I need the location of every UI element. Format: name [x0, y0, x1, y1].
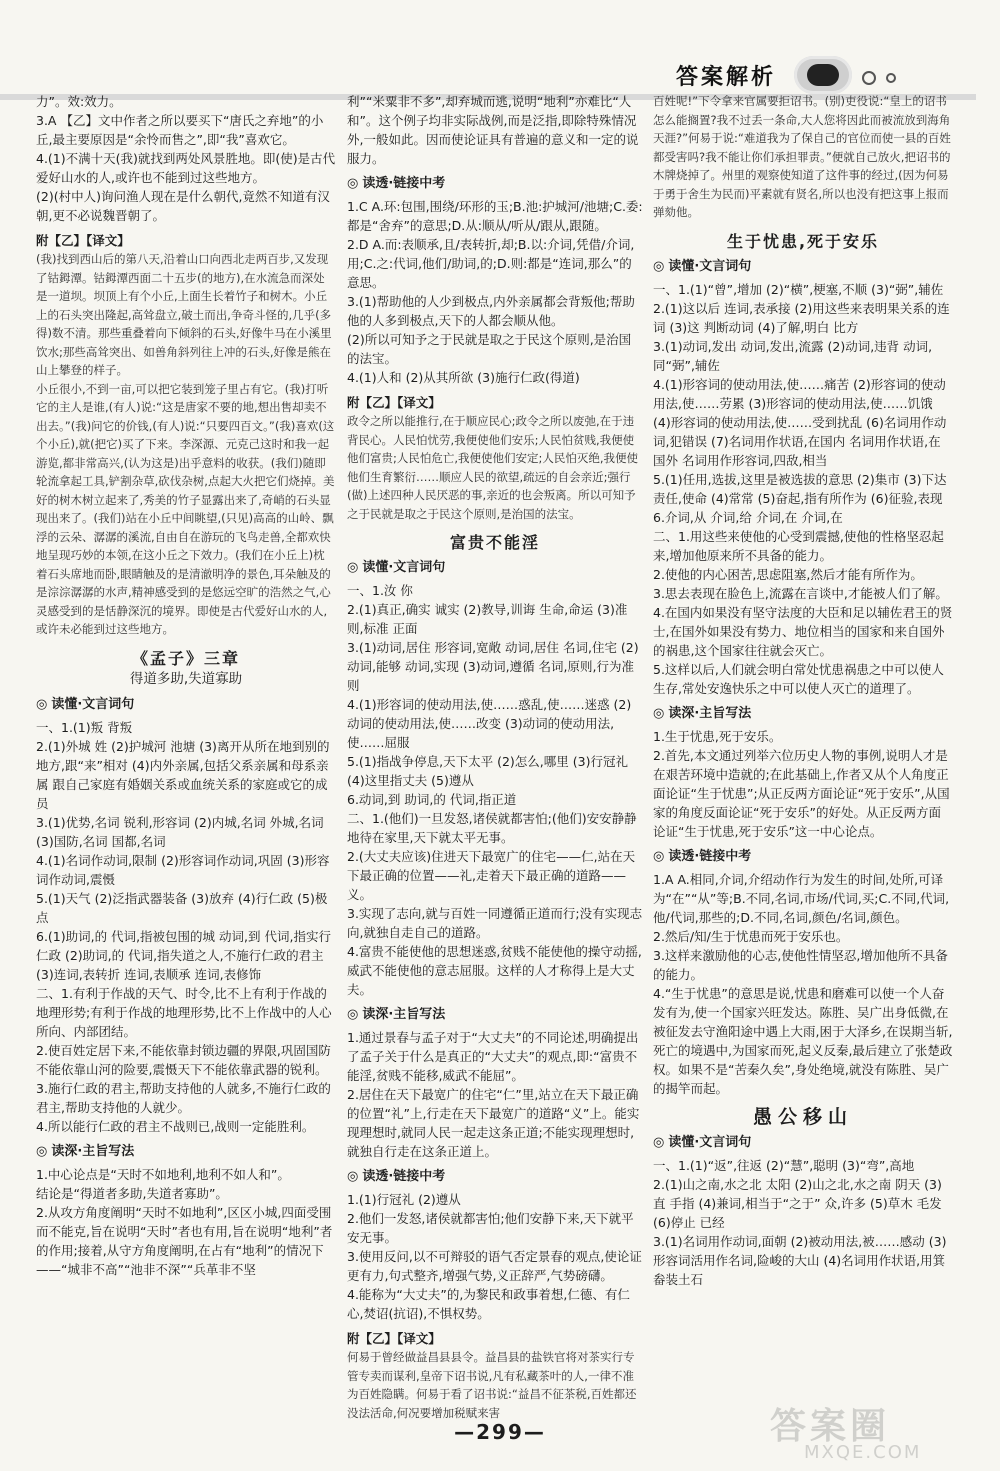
answer-line: 3.使用反问,以不可辩驳的语气否定景春的观点,使论证更有力,句式整齐,增强气势,义正辞严,气势磅礴。 — [347, 1249, 642, 1283]
answer-line: 4.(1)形容词的使动用法,使……痛苦 (2)形容词的使动用法,使……劳累 (3)形容词的使动用法,使……饥饿 (4)形容词的使动用法,使……受到扰乱 (6)名词用作动词,犯错误 (7)名词用作状语,在国内 名词用作状语,在国外 名词用作形容词,四敌,相当 — [653, 376, 947, 468]
answer-line: 2.(大丈夫应该)住进天下最宽广的住宅——仁,站在天下最正确的位置——礼,走着天下最正确的道路——义。 — [347, 849, 636, 902]
section-heading: ◎ 读懂·文言词句 — [653, 1134, 752, 1150]
answer-line: 6.动词,到 助词,的 代词,指正道 — [347, 792, 517, 807]
answer-line: 1.生于忧患,死于安乐。 — [653, 728, 782, 744]
answer-line: 4.(1)人和 (2)从其所欲 (3)施行仁政(得道) — [347, 370, 580, 385]
answer-line: 2.(1)山之南,水之北 太阳 (2)山之北,水之南 阴天 (3)直 手指 (4)兼词,相当于“之于” 众,许多 (5)草木 毛发 (6)停止 已经 — [653, 1176, 942, 1230]
section-heading: ◎ 读深·主旨写法 — [653, 705, 752, 721]
answer-line: 2.从攻方角度阐明“天时不如地利”,区区小城,四面受围而不能克,旨在说明“天时”者也有用,旨在说明“地利”者的作用;接着,从守方角度阐明,在占有“地利”的情况下——“城非不高”“池非不深”“兵革非不坚 — [36, 1204, 333, 1277]
answer-line: 5.这样以后,人们就会明白常处忧患祸患之中可以使人生存,常处安逸快乐之中可以使人灭亡的道理了。 — [653, 661, 944, 696]
answer-line: 4.富贵不能使他的思想迷惑,贫贱不能使他的操守动摇,威武不能使他的意志屈服。这样的人才称得上是大丈夫。 — [347, 944, 642, 997]
answer-line: 2.首先,本文通过列举六位历史人物的事例,说明人才是在艰苦环境中造就的;在此基础上,作者又从个人角度正面论证“生于忧患”;从正反两方面论证“死于安乐”,从国家的角度反面论证“死于安乐”的好处。从正反两方面论证“生于忧患,死于安乐”这一中心论点。 — [653, 747, 950, 839]
answer-line: 5.(1)指战争停息,天下太平 (2)怎么,哪里 (3)行冠礼 (4)这里指丈夫 (5)遵从 — [347, 754, 628, 788]
section-heading: ◎ 读懂·文言词句 — [36, 696, 135, 712]
answer-line: 3.(1)名词用作动词,面朝 (2)被动用法,被……感动 (3)形容词活用作名词,险峻的大山 (4)名词用作状语,用箕畚装土石 — [653, 1233, 947, 1287]
article-title: 富贵不能淫 — [449, 533, 540, 552]
answer-line: 1.A A.相同,介词,介绍动作行为发生的时间,处所,可译为“在”“从”等;B.不同,名词,市场/代词,买;C.不同,代词,他/代词,那些的;D.不同,名词,颜色/名词,颜色。 — [653, 871, 950, 925]
section-heading: ◎ 读透·链接中考 — [347, 176, 446, 191]
answer-line: 力”。效:效力。 — [36, 94, 122, 109]
answer-line: 3.(1)动词,发出 动词,发出,流露 (2)动词,违背 动词,同“弼”,辅佐 — [653, 338, 933, 373]
answer-line: 5.(1)任用,选拔,这里是被选拔的意思 (2)集市 (3)下达 责任,使命 (4)常常 (5)奋起,指有所作为 (6)征验,表现 — [653, 471, 947, 506]
article-title: 生于忧患,死于安乐 — [726, 231, 880, 251]
answer-line: 3.(1)帮助他的人少到极点,内外亲属都会背叛他;帮助他的人多到极点,天下的人都会顺从他。 — [347, 294, 635, 328]
answer-line: 一、1.(1)“返”,往返 (2)“慧”,聪明 (3)“弯”,高地 — [653, 1157, 915, 1173]
target-icon: ◎ — [347, 560, 359, 575]
translation-label: 附【乙】【译文】 — [36, 233, 130, 248]
answer-line: 1.中心论点是“天时不如地利,地利不如人和”。 — [36, 1166, 290, 1182]
answer-line: 2.使百姓定居下来,不能依靠封锁边疆的界限,巩固国防不能依靠山河的险要,震慑天下不能依靠武器的锐利。 — [36, 1042, 331, 1077]
column-3 — [653, 92, 953, 1289]
section-heading: ◎ 读深·主旨写法 — [36, 1143, 135, 1159]
page-number: —299— — [454, 1420, 546, 1444]
answer-line: 1.C A.环:包围,围绕/环形的玉;B.池:护城河/池塘;C.委:都是“舍弃”的意思;D.从:顺从/听从/跟从,跟随。 — [347, 199, 643, 233]
answer-line: 3.思去表现在脸色上,流露在言谈中,才能被人们了解。 — [653, 585, 948, 601]
answer-line: 3.这样来激励他的心志,使他性情坚忍,增加他所不具备的能力。 — [653, 947, 948, 982]
answer-line: 2.(1)这以后 连词,表承接 (2)用这些来表明果关系的连词 (3)这 判断动词 (4)了解,明白 比方 — [653, 300, 950, 335]
answer-line: 3.实现了志向,就与百姓一同遵循正道而行;没有实现志向,就独自走自己的道路。 — [347, 906, 643, 940]
answer-line: 3.(1)优势,名词 锐利,形容词 (2)内城,名词 外城,名词 (3)国防,名词 国都,名词 — [36, 814, 324, 849]
section-heading: ◎ 读懂·文言词句 — [653, 258, 752, 274]
answer-line: (2)(村中人)询问渔人现在是什么朝代,竟然不知道有汉朝,更不必说魏晋朝了。 — [36, 189, 330, 223]
answer-line: 2.然后/知/生于忧患而死于安乐也。 — [653, 928, 849, 944]
answer-line: 3.A 【乙】文中作者之所以要买下“唐氏之弃地”的小丘,最主要原因是“余怜而售之”,即“我”喜欢它。 — [36, 113, 324, 147]
target-icon: ◎ — [653, 1134, 665, 1150]
answer-line: 4.所以能行仁政的君主不战则已,战则一定能胜利。 — [36, 1118, 315, 1134]
article-subtitle: 得道多助,失道寡助 — [129, 670, 243, 687]
answer-line: 2.居住在天下最宽广的住宅“仁”里,站立在天下最正确的位置“礼”上,行走在天下最宽广的道路“义”上。能实现理想时,就同人民一起走这条正道;不能实现理想时,就独自行走在这条正道上。 — [347, 1087, 640, 1159]
answer-line: 1.(1)行冠礼 (2)遵从 — [347, 1192, 461, 1207]
section-heading: ◎ 读透·链接中考 — [653, 848, 752, 864]
answer-line: 一、1.汝 你 — [347, 583, 413, 598]
column-2 — [347, 92, 643, 1422]
answer-line: 二、1.有利于作战的天气、时令,比不上有利于作战的地理形势;有利于作战的地理形势,比不上作战中的人心所向、内部团结。 — [36, 985, 332, 1039]
answer-line: 3.(1)动词,居住 形容词,宽敞 动词,居住 名词,住宅 (2)动词,能够 动词,实现 (3)动词,遵循 名词,原则,行为准则 — [347, 640, 639, 693]
answer-line: 6.(1)助词,的 代词,指被包围的城 动词,到 代词,指实行仁政 (2)助词,的 代词,指失道之人,不施行仁政的君主 (3)连词,表转折 连词,表顺承 连词,表修饰 — [36, 928, 331, 982]
target-icon: ◎ — [347, 1007, 359, 1022]
header-title: 答案解析 — [676, 65, 777, 90]
translation-paragraph: 百姓呢!”下令拿来官属要拒诏书。(别)吏役说:“皇上的诏书怎么能搁置?我不过丢一条命,大人您将因此而被流放到海角天涯?”何易于说:“难道我为了保自己的官位而使一县的百姓都受害吗?我不能让你们承担罪责。”便就自己放火,把诏书的木牌烧掉了。州里的观察使知道了这件事的经过,(因为何易于勇于舍生为民而)平素就有贤名,所以也没有把这事上报而弹劾他。 — [653, 94, 951, 219]
decorative-dots-icon — [862, 71, 910, 83]
answer-line: 2.(1)外城 姓 (2)护城河 池塘 (3)离开从所在地到别的地方,跟“来”相对 (4)内外亲属,包括父系亲属和母系亲属 跟自己家庭有婚姻关系或血统关系的家庭或它的成员 — [36, 738, 330, 811]
translation-paragraph: 小丘很小,不到一亩,可以把它装到笼子里占有它。(我)打听它的主人是谁,(有人)说:“这是唐家不要的地,想出售却卖不出去。”(我)问它的价钱,(有人)说:“只要四百文。”(我)喜欢(这个小丘),就(把它)买了下来。李深源、元克己这时和我一起游览,都非常高兴,(认为这是)出乎意料的收获。(我们)随即轮流拿起工具,铲割杂草,砍伐杂树,点起大火把它们烧掉。美好的树木树立起来了,秀美的竹子显露出来了,奇峭的石头显现出来了。(我们)站在小丘中间眺望,(只见)高高的山岭、飘浮的云朵、潺潺的溪流,自由自在游玩的飞鸟走兽,全都欢快地呈现巧妙的本领,在这小丘之下效力。(我们在小丘上)枕着石头席地而卧,眼睛触及的是清澈明净的景色,耳朵触及的是淙淙潺潺的水声,精神感受到的是悠远空旷的浩然之气,心灵感受到的是恬静深沉的境界。即使是古代爱好山水的人,或许未必能到过这些地方。 — [36, 381, 335, 636]
translation-paragraph: 政令之所以能推行,在于顺应民心;政令之所以废弛,在于违背民心。人民怕忧劳,我便使他们安乐;人民怕贫贱,我便使他们富贵;人民怕危亡,我便使他们安定;人民怕灭绝,我便使他们生育繁衍……顺应人民的欲望,疏远的自会亲近;强行(做)上述四种人民厌恶的事,亲近的也会叛离。所以可知予之于民就是取之于民这个原则,是治国的法宝。 — [347, 414, 639, 521]
article-title: 《孟子》三章 — [131, 648, 240, 668]
target-icon: ◎ — [653, 848, 665, 864]
target-icon: ◎ — [653, 258, 665, 274]
translation-paragraph: 何易于曾经做益昌县县令。益昌县的盐铁官将对茶实行专管专卖而谋利,皇帝下诏书说,凡有私藏茶叶的人,一律不准为百姓隐瞒。何易于看了诏书说:“益昌不征茶税,百姓都还没法活命,何况要增加税赋来害 — [347, 1350, 637, 1420]
target-icon: ◎ — [653, 705, 665, 721]
answer-line: 2.使他的内心困苦,思虑阻塞,然后才能有所作为。 — [653, 566, 923, 582]
answer-line: 4.(1)形容词的使动用法,使……惑乱,使……迷惑 (2)动词的使动用法,使……改变 (3)动词的使动用法,使……屈服 — [347, 697, 632, 750]
translation-label: 附【乙】【译文】 — [347, 1331, 441, 1346]
answer-line: 2.他们一发怒,诸侯就都害怕;他们安静下来,天下就平安无事。 — [347, 1211, 634, 1245]
answer-line: 6.介词,从 介词,给 介词,在 介词,在 — [653, 509, 843, 525]
target-icon: ◎ — [36, 696, 48, 712]
answer-line: 4.(1)不满十天(我)就找到两处风景胜地。即(使)是古代爱好山水的人,或许也不能到过这些地方。 — [36, 151, 336, 185]
section-heading: ◎ 读懂·文言词句 — [347, 560, 446, 575]
column-1 — [36, 92, 336, 1279]
article-title: 愚公移山 — [752, 1105, 853, 1128]
translation-label: 附【乙】【译文】 — [347, 395, 441, 410]
answer-line: 二、1.用这些来使他的心受到震撼,使他的性格坚忍起来,增加他原来所不具备的能力。 — [653, 528, 944, 563]
answer-line: 结论是“得道者多助,失道者寡助”。 — [36, 1185, 228, 1201]
answer-line: 1.通过景春与孟子对于“大丈夫”的不同论述,明确提出了孟子关于什么是真正的“大丈夫”的观点,即:“富贵不能淫,贫贱不能移,威武不能屈”。 — [347, 1030, 639, 1083]
answer-line: 一、1.(1)叛 背叛 — [36, 719, 133, 735]
target-icon: ◎ — [347, 1169, 359, 1184]
target-icon: ◎ — [347, 176, 359, 191]
answer-line: 一、1.(1)“曾”,增加 (2)“横”,梗塞,不顺 (3)“弼”,辅佐 — [653, 281, 944, 297]
answer-line: 4.能称为“大丈夫”的,为黎民和政事着想,仁德、有仁心,焚诏(抗诏),不惧权势。 — [347, 1287, 630, 1321]
watermark — [770, 1398, 980, 1466]
watermark-url: MXQE.COM — [804, 1442, 922, 1463]
translation-paragraph: (我)找到西山后的第八天,沿着山口向西北走两百步,又发现了钴鉧潭。钴鉧潭西面二十五步(的地方),在水流急而深处是一道坝。坝顶上有个小丘,上面生长着竹子和树木。小丘上的石头突出隆起,高耸盘立,破土而出,争奇斗怪的,几乎(多得)数不清。那些重叠着向下倾斜的石头,好像牛马在小溪里饮水;那些高耸突出、如兽角斜列往上冲的石头,好像是熊在山上攀登的样子。 — [36, 252, 332, 377]
answer-line: 3.施行仁政的君主,帮助支持他的人就多,不施行仁政的君主,帮助支持他的人就少。 — [36, 1080, 331, 1115]
answer-line: 4.在国内如果没有坚守法度的大臣和足以辅佐君王的贤士,在国外如果没有势力、地位相当的国家和来自国外的祸患,这个国家往往就会灭亡。 — [653, 604, 953, 658]
answer-line: 4.(1)名词作动词,限制 (2)形容词作动词,巩固 (3)形容词作动词,震慑 — [36, 852, 330, 887]
answer-line: 2.D A.而:表顺承,且/表转折,却;B.以:介词,凭借/介词,用;C.之:代词,他们/助词,的;D.则:都是“连词,那么”的意思。 — [347, 237, 635, 290]
watermark-logo: 答案圈 — [770, 1406, 891, 1447]
answer-line: (2)所以可知予之于民就是取之于民这个原则,是治国的法宝。 — [347, 332, 632, 366]
section-heading: ◎ 读深·主旨写法 — [347, 1007, 446, 1022]
answer-line: 二、1.(他们)一旦发怒,诸侯就都害怕;(他们)安安静静地待在家里,天下就太平无事。 — [347, 811, 637, 845]
section-heading: ◎ 读透·链接中考 — [347, 1169, 446, 1184]
answer-line: 4.“生于忧患”的意思是说,忧患和磨难可以使一个人奋发有为,使一个国家兴旺发达。陈胜、吴广出身低微,在被征发去守渔阳途中遇上大雨,困于大泽乡,在误期当斩,死亡的境遇中,为国家而死,起义反秦,最后建立了张楚政权。如果不是“苦秦久矣”,身处绝境,就没有陈胜、吴广的揭竿而起。 — [653, 985, 953, 1096]
target-icon: ◎ — [36, 1143, 48, 1159]
answer-line: 5.(1)天气 (2)泛指武器装备 (3)放弃 (4)行仁政 (5)极点 — [36, 890, 328, 925]
answer-line: 利”“米粟非不多”,却弃城而逃,说明“地利”亦难比“人和”。这个例子均非实际战例,而是泛指,即除特殊情况外,一般如此。因而使论证具有普遍的意义和一定的说服力。 — [347, 94, 639, 166]
answer-line: 2.(1)真正,确实 诚实 (2)教导,训诲 生命,命运 (3)准则,标准 正面 — [347, 602, 628, 636]
eye-logo-icon — [794, 56, 852, 94]
